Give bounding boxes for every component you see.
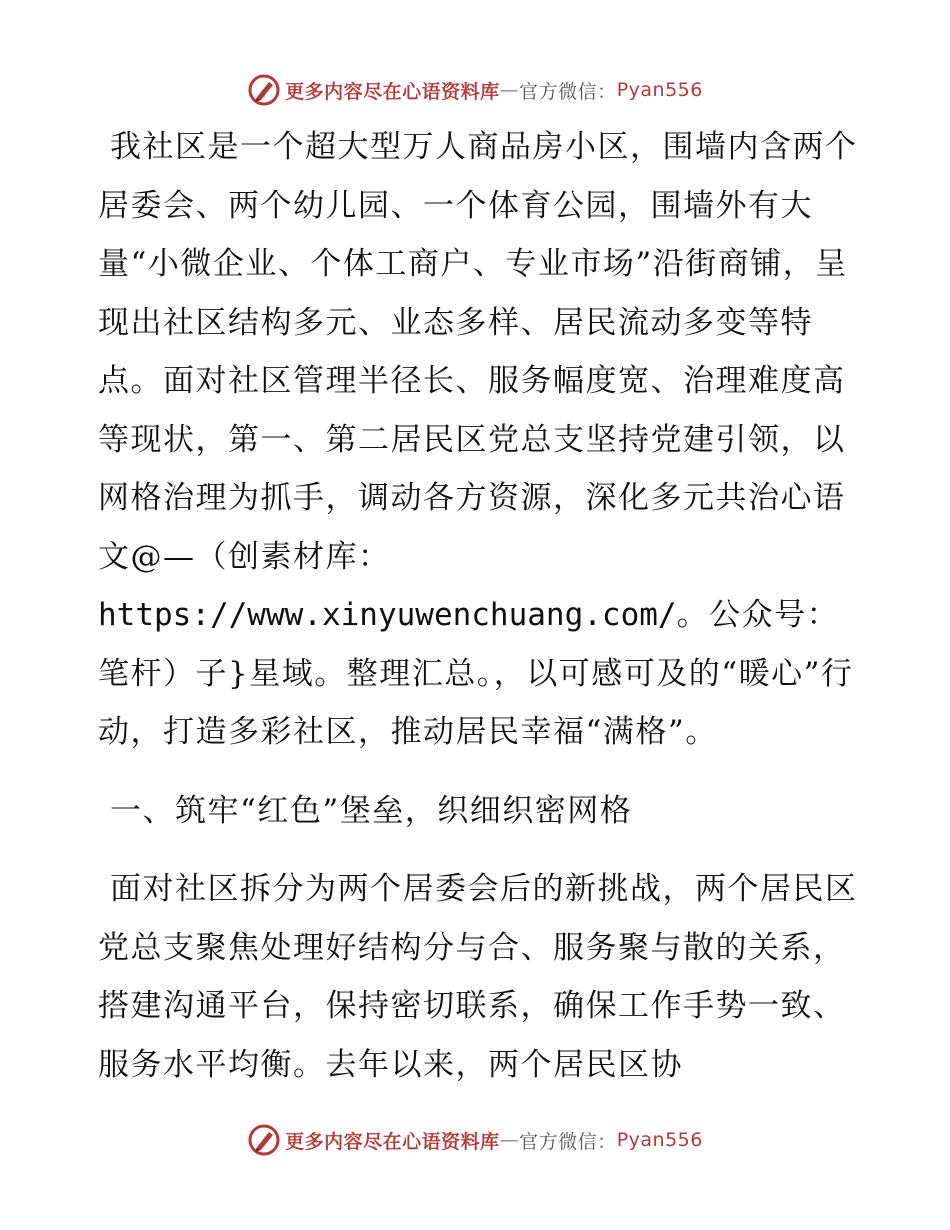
pen-logo-icon <box>247 73 281 107</box>
paragraph-intro <box>98 118 858 762</box>
document-body <box>98 118 858 1094</box>
banner-brand-text: 更多内容尽在心语资料库 <box>285 80 500 103</box>
banner-wechat-id: Pyan556 <box>616 79 703 101</box>
banner-brand-text: 更多内容尽在心语资料库 <box>285 1130 500 1153</box>
header-banner <box>0 70 950 110</box>
banner-wechat-id: Pyan556 <box>616 1129 703 1151</box>
banner-wechat-label: 官方微信： <box>519 80 617 103</box>
paragraph-intro-url: https://www.xinyuwenchuang.com/ <box>98 597 677 633</box>
pen-logo-icon <box>247 1123 281 1157</box>
paragraph-section-1: 面对社区拆分为两个居委会后的新挑战，两个居民区党总支聚焦处理好结构分与合、服务聚与散的关系，搭建沟通平台，保持密切联系，确保工作手势一致、服务水平均衡。去年以来，两个居民区协 <box>98 871 858 1083</box>
footer-banner <box>0 1120 950 1160</box>
paragraph-intro-text-b: 。公众号：笔杆）子}星域。整理汇总。，以可感可及的“暖心”行动，打造多彩社区，推动居民幸福“满格”。 <box>98 597 854 750</box>
banner-wechat-label: 官方微信： <box>519 1130 617 1153</box>
paragraph-intro-text-a: 我社区是一个超大型万人商品房小区，围墙内含两个居委会、两个幼儿园、一个体育公园，围墙外有大量“小微企业、个体工商户、专业市场”沿街商铺，呈现出社区结构多元、业态多样、居民流动多变等特点。面对社区管理半径长、服务幅度宽、治理难度高等现状，第一、第二居民区党总支坚持党建引领，以网格治理为抓手，调动各方资源，深化多元共治心语文@—（创素材库： <box>98 129 858 575</box>
banner-dash: — <box>499 1129 520 1151</box>
section-heading: 一、筑牢“红色”堡垒，织细织密网格 <box>110 792 633 829</box>
banner-dash: — <box>499 79 520 101</box>
